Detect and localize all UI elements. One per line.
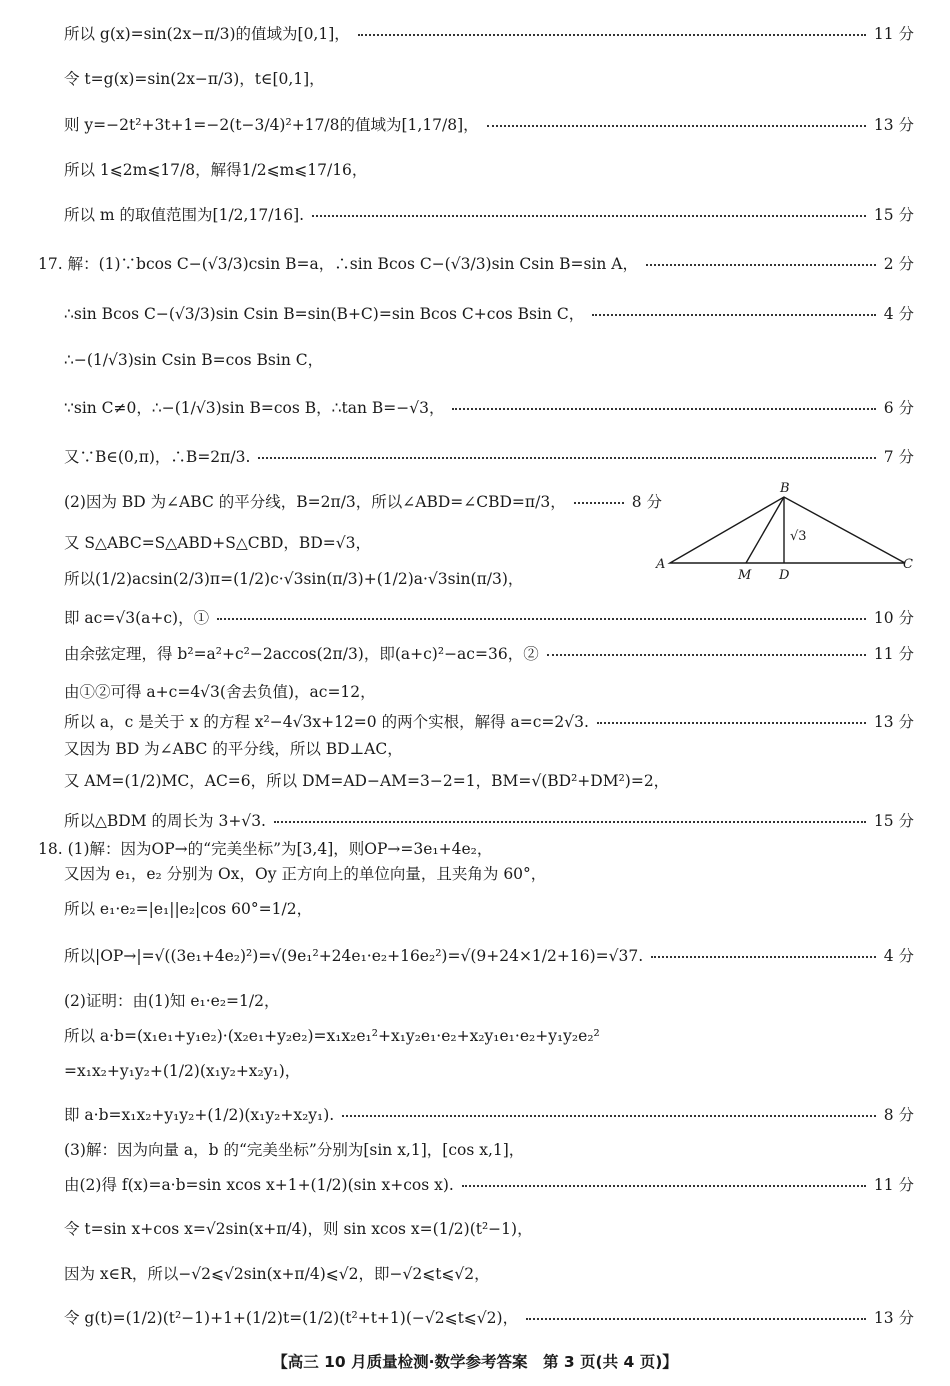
label-a: A bbox=[656, 557, 666, 572]
triangle-abc bbox=[670, 497, 905, 563]
answer-line: 18. (1)解：因为OP→的“完美坐标”为[3,4]，则OP→=3e₁+4e₂， bbox=[38, 840, 493, 858]
answer-line: ∴sin Bcos C−(√3/3)sin Csin B=sin(B+C)=sin Bcos C+cos Bsin C， 4 分 bbox=[64, 305, 914, 323]
answer-line: 又因为 BD 为∠ABC 的平分线，所以 BD⊥AC， bbox=[64, 740, 403, 758]
answer-line: 所以 a·b=(x₁e₁+y₁e₂)·(x₂e₁+y₂e₂)=x₁x₂e₁²+x₁y₂e₁·e₂+x₂y₁e₁·e₂+y₁y₂e₂² bbox=[64, 1027, 600, 1045]
answer-line: 即 ac=√3(a+c)，① 10 分 bbox=[64, 609, 914, 627]
label-m: M bbox=[738, 568, 752, 583]
triangle-figure bbox=[650, 478, 920, 586]
segment-bm bbox=[746, 497, 784, 563]
answer-line: 所以△BDM 的周长为 3+√3. 15 分 bbox=[64, 812, 914, 830]
answer-line: 令 g(t)=(1/2)(t²−1)+1+(1/2)t=(1/2)(t²+t+1)(−√2⩽t⩽√2)， 13 分 bbox=[64, 1309, 914, 1327]
answer-line: 所以 a，c 是关于 x 的方程 x²−4√3x+12=0 的两个实根，解得 a=c=2√3. 13 分 bbox=[64, 713, 914, 731]
answer-line: 由余弦定理，得 b²=a²+c²−2accos(2π/3)，即(a+c)²−ac=36，② 11 分 bbox=[64, 645, 914, 663]
answer-line: 又 S△ABC=S△ABD+S△CBD，BD=√3， bbox=[64, 534, 371, 552]
answer-line: 即 a·b=x₁x₂+y₁y₂+(1/2)(x₁y₂+x₂y₁). 8 分 bbox=[64, 1106, 914, 1124]
answer-line: ∵sin C≠0，∴−(1/√3)sin B=cos B，∴tan B=−√3， 6 分 bbox=[64, 399, 914, 417]
label-b: B bbox=[780, 481, 790, 496]
answer-line: 又因为 e₁，e₂ 分别为 Ox，Oy 正方向上的单位向量，且夹角为 60°， bbox=[64, 865, 547, 883]
answer-line: 所以 1⩽2m⩽17/8，解得1/2⩽m⩽17/16， bbox=[64, 161, 368, 179]
answer-line: 因为 x∈R，所以−√2⩽√2sin(x+π/4)⩽√2，即−√2⩽t⩽√2， bbox=[64, 1265, 490, 1283]
answer-line: (2)因为 BD 为∠ABC 的平分线，B=2π/3，所以∠ABD=∠CBD=π/3， 8 分 bbox=[64, 493, 662, 511]
answer-line: (2)证明：由(1)知 e₁·e₂=1/2， bbox=[64, 992, 280, 1010]
answer-line: 则 y=−2t²+3t+1=−2(t−3/4)²+17/8的值域为[1,17/8]， 13 分 bbox=[64, 116, 914, 134]
label-c: C bbox=[903, 557, 913, 572]
answer-line: 所以|OP→|=√((3e₁+4e₂)²)=√(9e₁²+24e₁·e₂+16e₂²)=√(9+24×1/2+16)=√37. 4 分 bbox=[64, 947, 914, 965]
answer-line: 令 t=g(x)=sin(2x−π/3)，t∈[0,1]， bbox=[64, 70, 325, 88]
answer-line: 又∵B∈(0,π)，∴B=2π/3. 7 分 bbox=[64, 448, 914, 466]
answer-line: 由①②可得 a+c=4√3(舍去负值)，ac=12， bbox=[64, 683, 376, 701]
answer-line: 由(2)得 f(x)=a·b=sin xcos x+1+(1/2)(sin x+cos x). 11 分 bbox=[64, 1176, 914, 1194]
answer-line: 又 AM=(1/2)MC，AC=6，所以 DM=AD−AM=3−2=1，BM=√(BD²+DM²)=2， bbox=[64, 772, 670, 790]
answer-line: 所以 m 的取值范围为[1/2,17/16]. 15 分 bbox=[64, 206, 914, 224]
answer-line: 所以(1/2)acsin(2/3)π=(1/2)c·√3sin(π/3)+(1/2)a·√3sin(π/3)， bbox=[64, 570, 524, 588]
answer-line: 所以 g(x)=sin(2x−π/3)的值域为[0,1]， 11 分 bbox=[64, 25, 914, 43]
answer-line: (3)解：因为向量 a，b 的“完美坐标”分别为[sin x,1]，[cos x,1]， bbox=[64, 1141, 525, 1159]
answer-line: 所以 e₁·e₂=|e₁||e₂|cos 60°=1/2， bbox=[64, 900, 313, 918]
label-bd-length: √3 bbox=[790, 529, 807, 544]
answer-line: =x₁x₂+y₁y₂+(1/2)(x₁y₂+x₂y₁)， bbox=[64, 1062, 301, 1080]
answer-line: ∴−(1/√3)sin Csin B=cos Bsin C， bbox=[64, 351, 324, 369]
answer-line: 17. 解：(1)∵bcos C−(√3/3)csin B=a，∴sin Bcos C−(√3/3)sin Csin B=sin A， 2 分 bbox=[38, 255, 914, 273]
page-footer: 【高三 10 月质量检测·数学参考答案 第 3 页(共 4 页)】 bbox=[272, 1353, 678, 1371]
label-d: D bbox=[779, 568, 790, 583]
answer-line: 令 t=sin x+cos x=√2sin(x+π/4)，则 sin xcos x=(1/2)(t²−1)， bbox=[64, 1220, 533, 1238]
